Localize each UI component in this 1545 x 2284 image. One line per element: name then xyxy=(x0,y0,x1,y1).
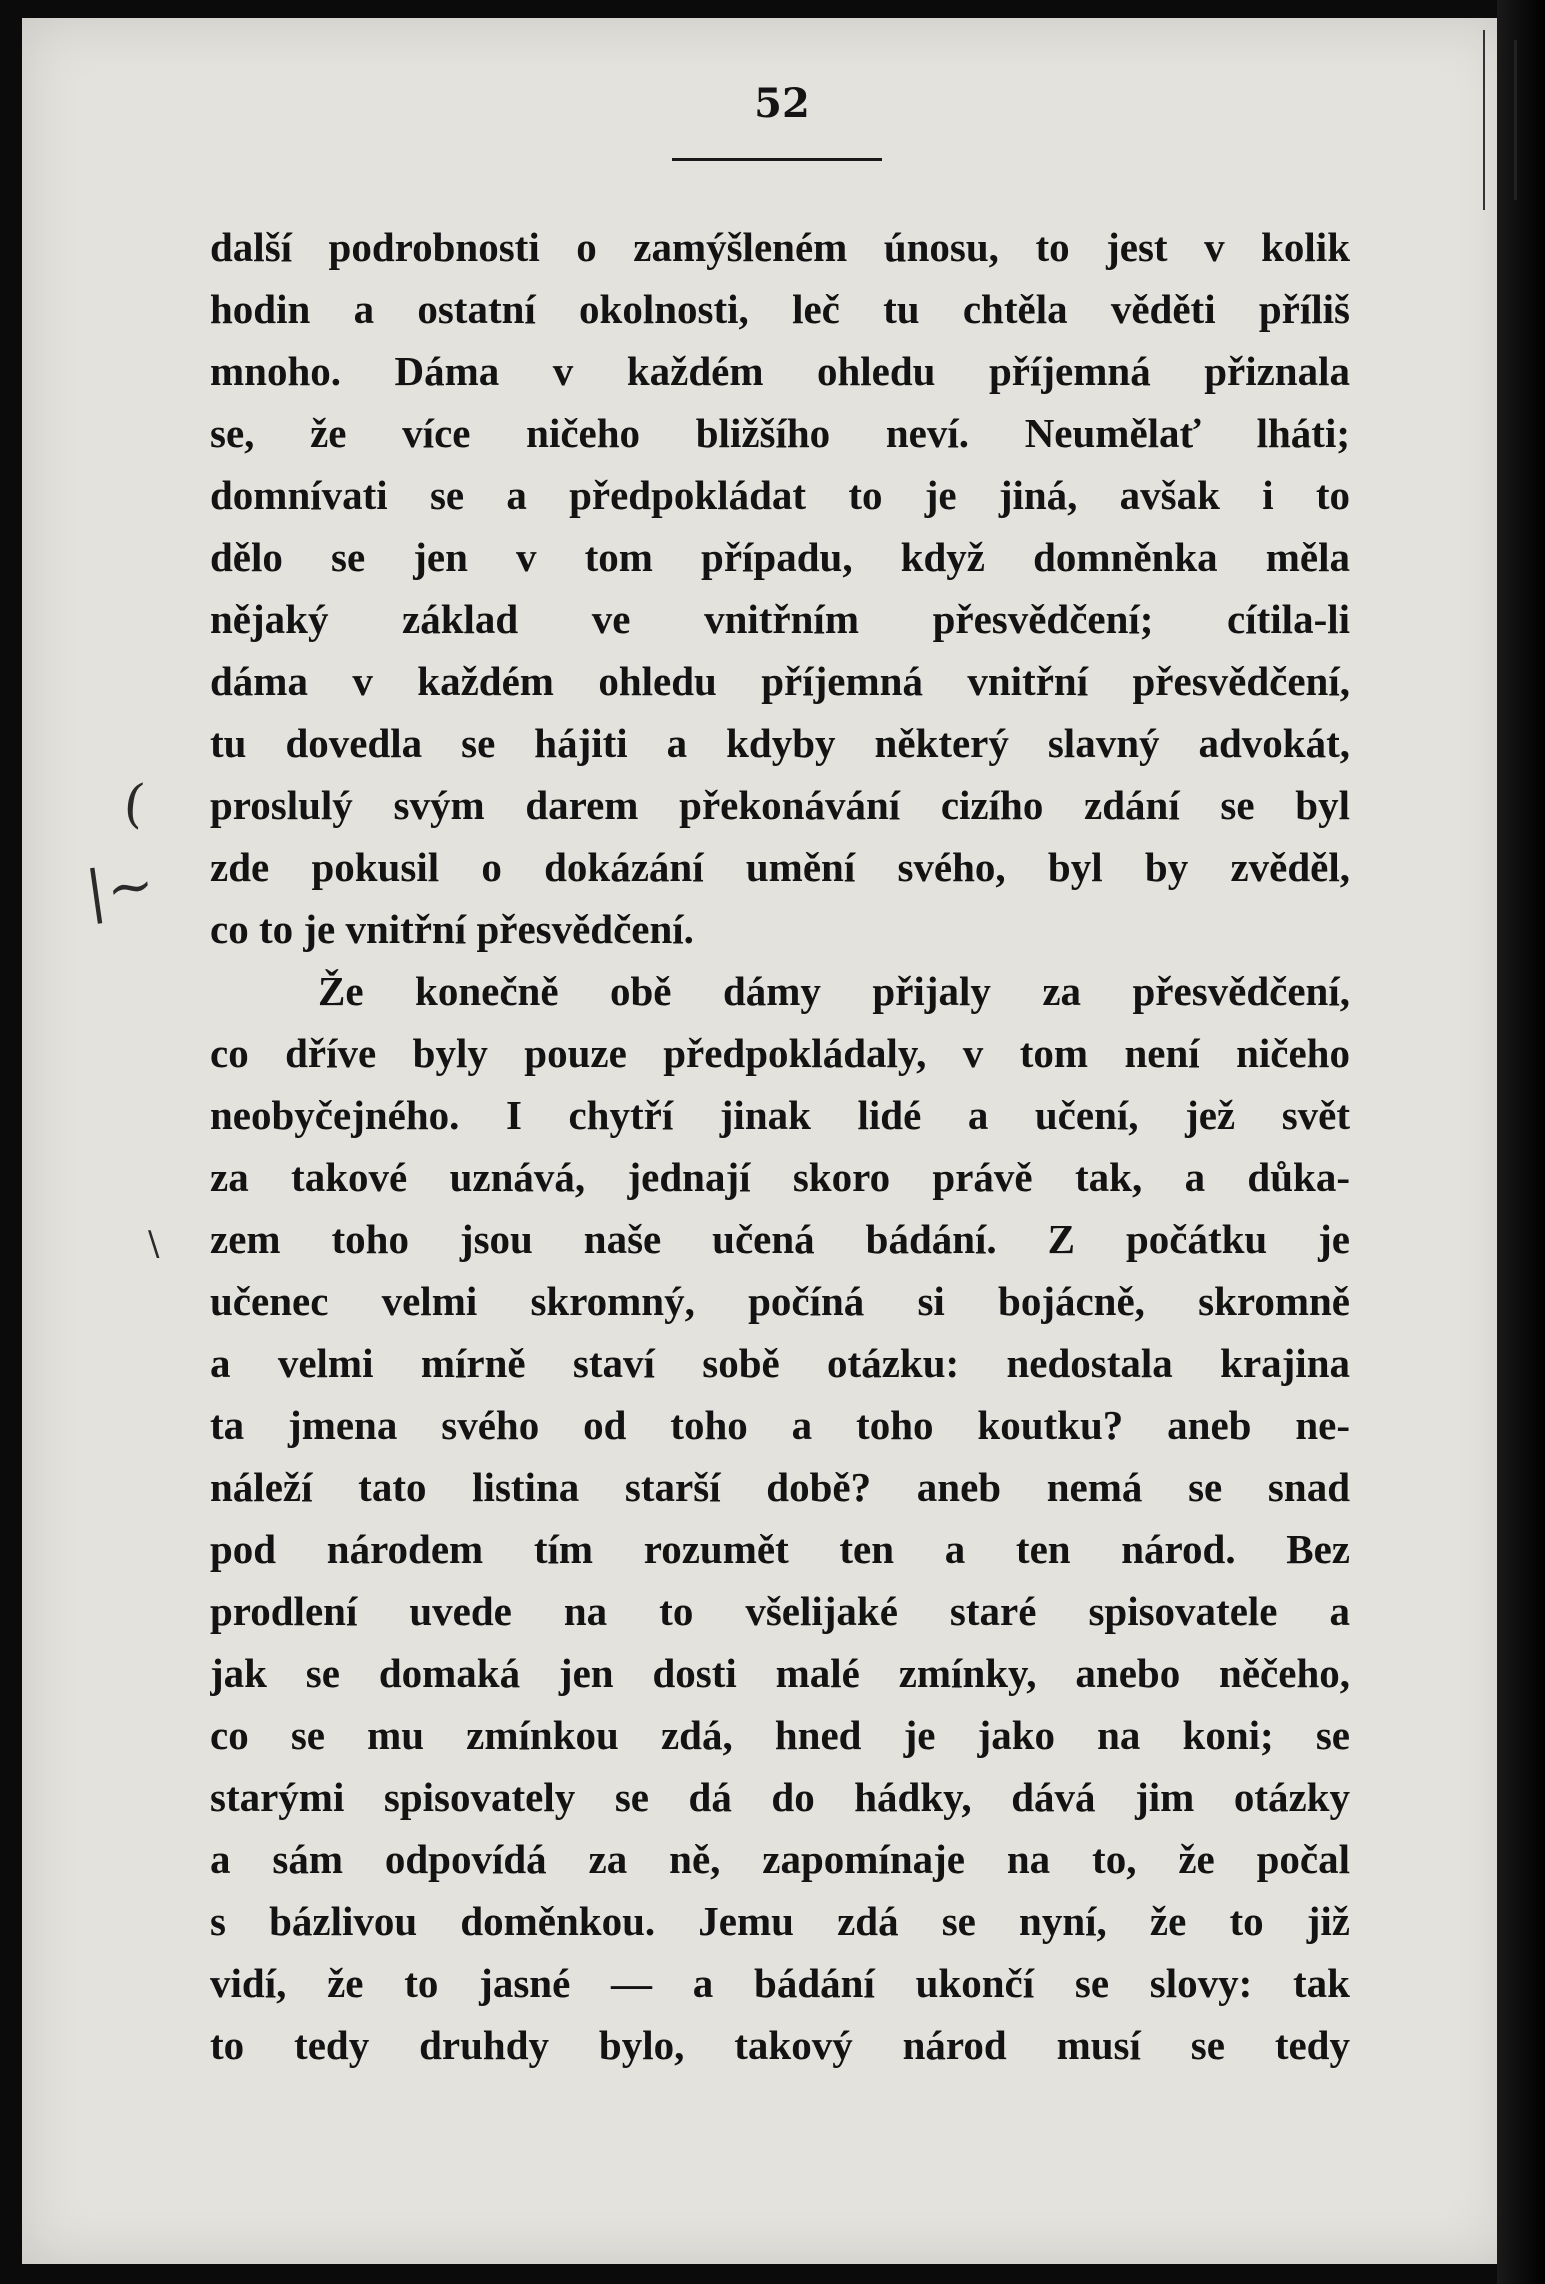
text-line: za takové uznává, jednají skoro právě tak, a důka- xyxy=(210,1154,1350,1200)
page-edge-line xyxy=(1514,40,1517,200)
text-line: se, že více ničeho bližšího neví. Neumělať lháti; xyxy=(210,410,1350,456)
page-edge-line xyxy=(1483,30,1485,210)
text-line: tu dovedla se hájiti a kdyby některý slavný advokát, xyxy=(210,720,1350,766)
text-line: co se mu zmínkou zdá, hned je jako na koni; se xyxy=(210,1712,1350,1758)
text-line: Že konečně obě dámy přijaly za přesvědčení, xyxy=(318,968,1350,1014)
text-line: vidí, že to jasné — a bádání ukončí se slovy: tak xyxy=(210,1960,1350,2006)
text-line: zem toho jsou naše učená bádání. Z počátku je xyxy=(210,1216,1350,1262)
text-line: prodlení uvede na to všelijaké staré spisovatele a xyxy=(210,1588,1350,1634)
text-line: zde pokusil o dokázání umění svého, byl by zvěděl, xyxy=(210,844,1350,890)
text-line: domnívati se a předpokládat to je jiná, avšak i to xyxy=(210,472,1350,518)
text-line: co to je vnitřní přesvědčení. xyxy=(210,906,694,952)
text-line: hodin a ostatní okolnosti, leč tu chtěla věděti příliš xyxy=(210,286,1350,332)
text-line: nějaký základ ve vnitřním přesvědčení; cítila-li xyxy=(210,596,1350,642)
text-line: co dříve byly pouze předpokládaly, v tom není ničeho xyxy=(210,1030,1350,1076)
text-line: náleží tato listina starší době? aneb nemá se snad xyxy=(210,1464,1350,1510)
margin-pencil-mark: ( xyxy=(120,773,148,835)
book-spine-shadow xyxy=(1497,0,1545,2284)
text-line: jak se domaká jen dosti malé zmínky, anebo něčeho, xyxy=(210,1650,1350,1696)
text-line: starými spisovately se dá do hádky, dává jim otázky xyxy=(210,1774,1350,1820)
text-line: s bázlivou doměnkou. Jemu zdá se nyní, že to již xyxy=(210,1898,1350,1944)
body-text xyxy=(210,216,1350,2076)
margin-pencil-mark: |~ xyxy=(81,851,160,926)
text-line: a velmi mírně staví sobě otázku: nedostala krajina xyxy=(210,1340,1350,1386)
book-page xyxy=(22,18,1512,2264)
text-line: mnoho. Dáma v každém ohledu příjemná přiznala xyxy=(210,348,1350,394)
page-number: 52 xyxy=(754,80,810,127)
text-line: dělo se jen v tom případu, když domněnka měla xyxy=(210,534,1350,580)
text-line: a sám odpovídá za ně, zapomínaje na to, že počal xyxy=(210,1836,1350,1882)
text-line: pod národem tím rozumět ten a ten národ. Bez xyxy=(210,1526,1350,1572)
margin-pencil-mark: \ xyxy=(148,1224,160,1264)
text-line: ta jmena svého od toho a toho koutku? aneb ne- xyxy=(210,1402,1350,1448)
text-line: dáma v každém ohledu příjemná vnitřní přesvědčení, xyxy=(210,658,1350,704)
text-line: proslulý svým darem překonávání cizího zdání se byl xyxy=(210,782,1350,828)
text-line: učenec velmi skromný, počíná si bojácně, skromně xyxy=(210,1278,1350,1324)
text-line: to tedy druhdy bylo, takový národ musí se tedy xyxy=(210,2022,1350,2068)
text-line: další podrobnosti o zamýšleném únosu, to jest v kolik xyxy=(210,224,1350,270)
text-line: neobyčejného. I chytří jinak lidé a učení, jež svět xyxy=(210,1092,1350,1138)
page-number-rule xyxy=(672,158,882,161)
